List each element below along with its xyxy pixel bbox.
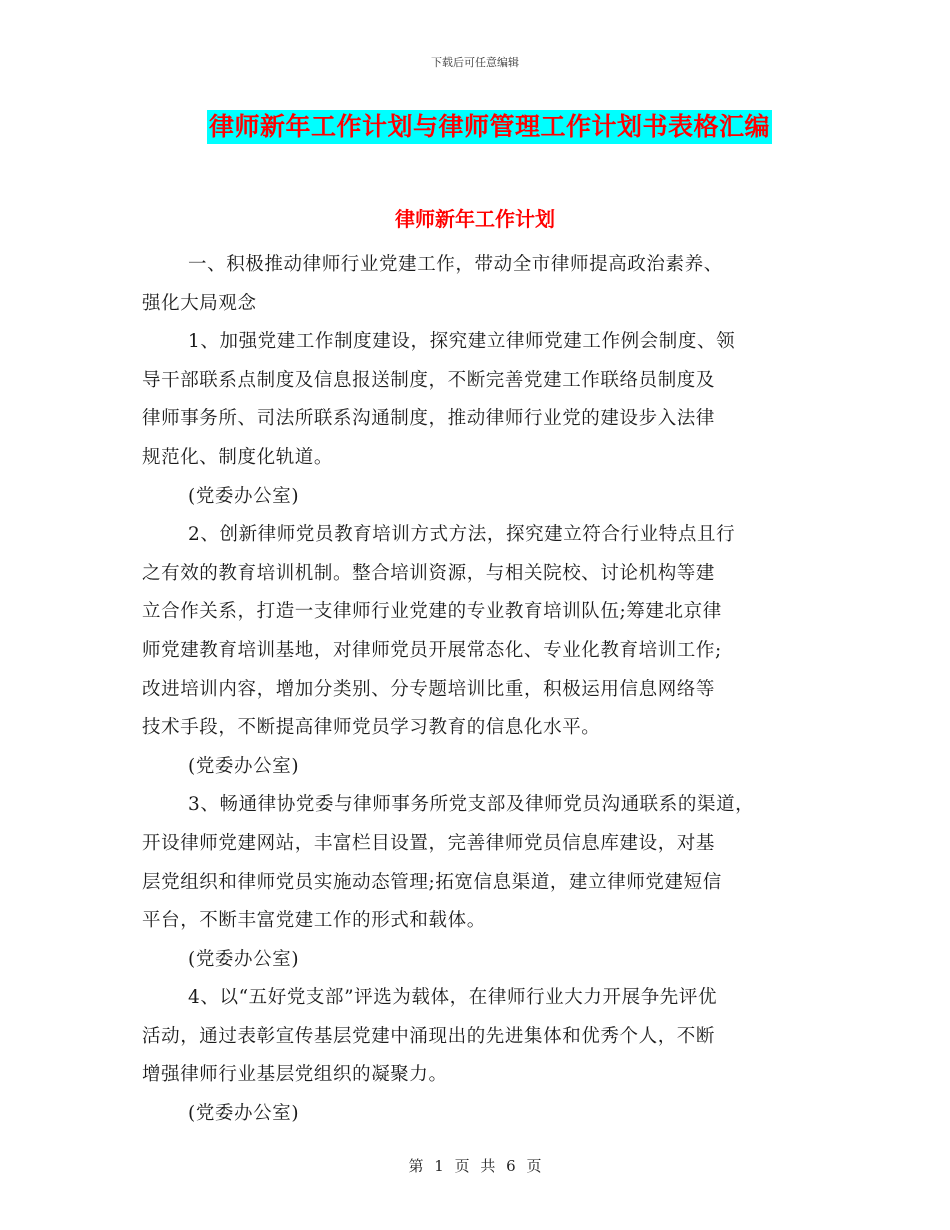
body-line: 开设律师党建网站，丰富栏目设置，完善律师党员信息库建设，对基 — [142, 832, 716, 854]
body-line: 2、创新律师党员教育培训方式方法，探究建立符合行业特点且行 — [188, 524, 736, 546]
body-line: 律师事务所、司法所联系沟通制度，推动律师行业党的建设步入法律 — [142, 408, 716, 430]
body-line: 导干部联系点制度及信息报送制度，不断完善党建工作联络员制度及 — [142, 369, 716, 391]
body-line: 之有效的教育培训机制。整合培训资源，与相关院校、讨论机构等建 — [142, 562, 716, 584]
document-title: 律师新年工作计划与律师管理工作计划书表格汇编 — [207, 110, 772, 144]
document-body — [142, 246, 810, 1134]
body-line: (党委办公室) — [188, 485, 300, 507]
body-line: 平台，不断丰富党建工作的形式和载体。 — [142, 910, 486, 932]
body-line: (党委办公室) — [188, 755, 300, 777]
page-footer: 第 1 页 共 6 页 — [408, 1157, 542, 1175]
body-line: (党委办公室) — [188, 1103, 300, 1125]
body-line: 师党建教育培训基地，对律师党员开展常态化、专业化教育培训工作; — [142, 639, 722, 661]
body-line: 一、积极推动律师行业党建工作，带动全市律师提高政治素养、 — [188, 254, 723, 275]
body-line: 3、畅通律协党委与律师事务所党支部及律师党员沟通联系的渠道， — [188, 794, 755, 816]
body-line: 层党组织和律师党员实施动态管理;拓宽信息渠道，建立律师党建短信 — [142, 871, 722, 893]
body-line: 技术手段，不断提高律师党员学习教育的信息化水平。 — [142, 717, 601, 739]
body-line: 4、以“五好党支部”评选为载体，在律师行业大力开展争先评优 — [188, 987, 718, 1009]
body-line: 强化大局观念 — [142, 292, 257, 314]
body-line: 增强律师行业基层党组织的凝聚力。 — [142, 1064, 448, 1086]
body-line: 活动，通过表彰宣传基层党建中涌现出的先进集体和优秀个人，不断 — [142, 1025, 716, 1047]
body-line: (党委办公室) — [188, 948, 300, 970]
body-line: 1、加强党建工作制度建设，探究建立律师党建工作例会制度、领 — [188, 331, 736, 353]
body-line: 改进培训内容，增加分类别、分专题培训比重，积极运用信息网络等 — [142, 678, 716, 700]
body-line: 规范化、制度化轨道。 — [142, 446, 334, 468]
header-note: 下载后可任意编辑 — [431, 56, 519, 69]
body-line: 立合作关系，打造一支律师行业党建的专业教育培训队伍;筹建北京律 — [142, 601, 722, 623]
section-title: 律师新年工作计划 — [395, 207, 555, 231]
